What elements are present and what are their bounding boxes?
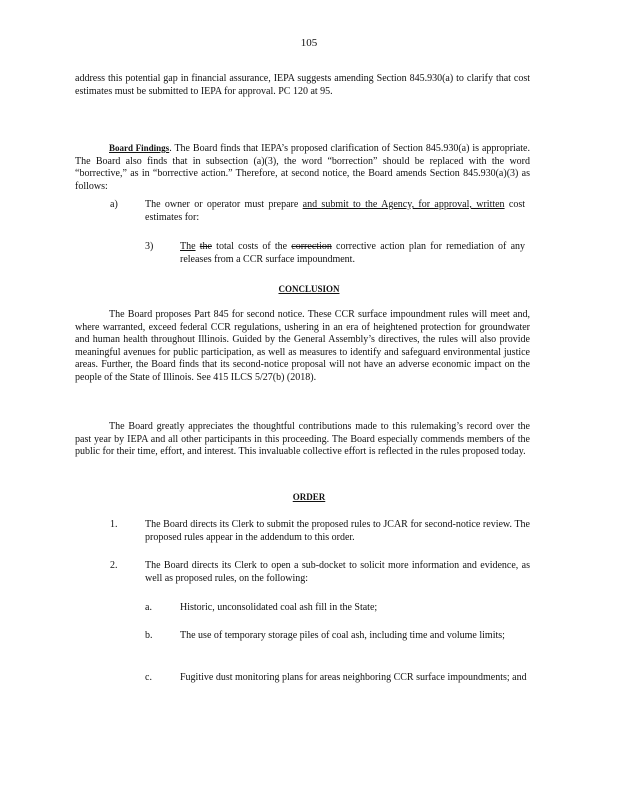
sub-item-label: a. [145, 602, 152, 613]
sub-item-text: Fugitive dust monitoring plans for areas neighboring CCR surface impoundments; and [180, 672, 527, 683]
amendment-3-label: 3) [145, 241, 154, 252]
amendment-3-text: The the total costs of the correction corrective action plan for remediation of any releases from a CCR surface impoundment. [180, 241, 526, 265]
order-item-label: 1. [110, 519, 118, 530]
page-number: 105 [300, 37, 318, 49]
order-item-text: The Board directs its Clerk to submit the proposed rules to JCAR for second-notice review. The proposed rules appear in the addendum to this order. [145, 519, 530, 543]
board-findings-text: . The Board finds that IEPA’s proposed clarification of Section 845.930(a) is appropriate. The Board also finds that in subsection (a)(3), the word “borrection” should be replaced with the word “borrective,” as in “borrective action.” Therefore, at second notice, the Board amends Section 845.930(a)(3) as follows: [75, 143, 530, 192]
board-findings-paragraph [75, 142, 530, 193]
sub-item-text: Historic, unconsolidated coal ash fill in the State; [180, 602, 378, 613]
amendment-a-label: a) [110, 199, 118, 210]
order-item-text: The Board directs its Clerk to open a sub-docket to solicit more information and evidence, as well as proposed rules, on the following: [145, 560, 530, 584]
amendment-a-text: The owner or operator must prepare and submit to the Agency, for approval, written cost estimates for: [145, 199, 526, 223]
deleted-text: correction [291, 241, 332, 252]
conclusion-paragraph-1: The Board proposes Part 845 for second notice. These CCR surface impoundment rules will meet and, where warranted, exceed federal CCR regulations, ushering in an era of heightened protection for groundwater and human health throughout Illinois. Guided by the General Assembly’s directives, the rules will also provide meaningful avenues for public participation, as well as measures to identify and safeguard environmental justice areas. Further, the Board finds that its second-notice proposal will not have an adverse economic impact on the people of the State of Illinois. See 415 ILCS 5/27(b) (2018). [75, 309, 530, 383]
conclusion-paragraph-2: The Board greatly appreciates the thoughtful contributions made to this rulemaking’s record over the past year by IEPA and all other participants in this proceeding. The Board especially commends members of the public for their time, effort, and interest. This invaluable collective effort is reflected in the rules proposed today. [75, 421, 530, 457]
inserted-text: The [180, 241, 196, 252]
conclusion-heading: CONCLUSION [278, 284, 340, 294]
inserted-text: and submit to the Agency, for approval, written [302, 199, 505, 210]
deleted-text: the [199, 241, 212, 252]
order-heading: ORDER [292, 492, 326, 502]
board-findings-heading: Board Findings [109, 143, 170, 153]
intro-paragraph: address this potential gap in financial assurance, IEPA suggests amending Section 845.930(a) to clarify that cost estimates must be submitted to IEPA for approval. PC 120 at 95. [75, 73, 530, 97]
sub-item-label: c. [145, 672, 152, 683]
order-item-label: 2. [110, 560, 118, 571]
sub-item-text: The use of temporary storage piles of coal ash, including time and volume limits; [180, 630, 505, 641]
sub-item-label: b. [145, 630, 153, 641]
